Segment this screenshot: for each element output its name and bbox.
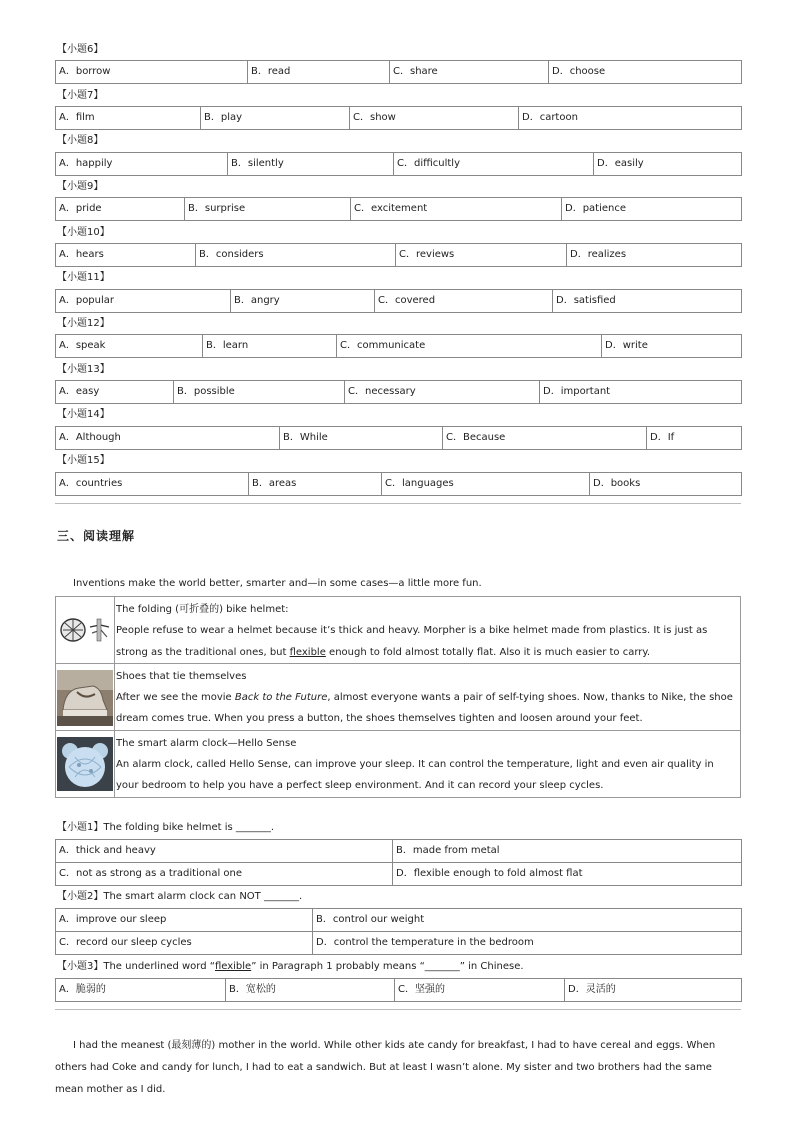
option-b[interactable]: B．control our weight [313,909,742,932]
question-label: 【小题9】 [57,181,104,192]
passage-intro: Inventions make the world better, smarter and—in some cases—a little more fun. [73,578,482,589]
option-b[interactable]: B．areas [249,473,382,496]
question-label: 【小题15】 [57,455,110,466]
invention-body: People refuse to wear a helmet because it’s thick and heavy. Morpher is a bike helmet made from plastics. It is just as strong as the traditional ones, but flexible enough to fold almost totally flat. Also it is much easier to carry. [116,625,708,658]
divider [55,503,741,504]
invention-description [115,597,741,664]
option-d[interactable]: D．satisfied [553,290,742,313]
option-d[interactable]: D．realizes [567,244,742,267]
option-c[interactable]: C．reviews [396,244,567,267]
option-b[interactable]: B．While [280,427,443,450]
question-label: 【小题13】 [57,364,110,375]
options-table [55,197,742,221]
option-b[interactable]: B．made from metal [393,840,742,863]
option-a[interactable]: A．countries [56,473,249,496]
question-label: 【小题6】 [57,44,104,55]
options-table [55,106,742,130]
invention-image-cell [56,597,115,664]
options-table [55,908,742,955]
option-a[interactable]: A．speak [56,335,203,358]
invention-image-cell [56,730,115,797]
invention-title: The smart alarm clock—Hello Sense [116,737,297,749]
invention-description [115,663,741,730]
question-label: 【小题12】 [57,318,110,329]
options-table [55,839,742,886]
underlined-word: flexible [214,961,252,972]
option-d[interactable]: D．choose [549,61,742,84]
option-c[interactable]: C．excitement [351,198,562,221]
question-label: 【小题14】 [57,409,110,420]
option-b[interactable]: B．learn [203,335,337,358]
next-passage: I had the meanest (最刻薄的) mother in the world. While other kids ate candy for breakfast, I had to have cereal and eggs. When others had Coke and candy for lunch, I had to eat a sandwich. But at least I wasn’t alone. My sister and two brothers had the same mean mother as I did. [55,1040,716,1095]
option-c[interactable]: C．languages [382,473,590,496]
option-c[interactable]: C．covered [375,290,553,313]
option-a[interactable]: A．borrow [56,61,248,84]
option-a[interactable]: A．脆弱的 [56,979,226,1002]
option-a[interactable]: A．thick and heavy [56,840,393,863]
option-c[interactable]: C．difficultly [394,153,594,176]
options-table [55,243,742,267]
option-d[interactable]: D．灵活的 [565,979,742,1002]
option-d[interactable]: D．easily [594,153,742,176]
option-c[interactable]: C．show [350,107,519,130]
invention-title: Shoes that tie themselves [116,670,247,682]
option-c[interactable]: C．坚强的 [395,979,565,1002]
underlined-word: flexible [289,646,326,658]
option-b[interactable]: B．considers [196,244,396,267]
question-label: 【小题10】 [57,227,110,238]
option-a[interactable]: A．easy [56,381,174,404]
question-label: 【小题8】 [57,135,104,146]
option-a[interactable]: A．pride [56,198,185,221]
invention-body: After we see the movie Back to the Future, almost everyone wants a pair of self-tying shoes. Now, thanks to Nike, the shoe dream comes true. When you press a button, the shoes themselves tighten and loosen around your feet. [116,692,733,725]
invention-body: An alarm clock, called Hello Sense, can improve your sleep. It can control the temperature, light and even air quality in your bedroom to help you have a perfect sleep environment. And it can record your sleep cycles. [116,759,714,792]
options-table [55,472,742,496]
self-tying-shoe-image [57,670,113,726]
options-table [55,380,742,404]
option-d[interactable]: D．books [590,473,742,496]
option-b[interactable]: B．play [201,107,350,130]
option-c[interactable]: C．share [390,61,549,84]
invention-image-cell [56,663,115,730]
option-d[interactable]: D．If [647,427,742,450]
option-b[interactable]: B．surprise [185,198,351,221]
divider [55,1009,741,1010]
options-table [55,289,742,313]
option-b[interactable]: B．possible [174,381,345,404]
option-c[interactable]: C．not as strong as a traditional one [56,863,393,886]
option-a[interactable]: A．happily [56,153,228,176]
option-b[interactable]: B．宽松的 [226,979,395,1002]
option-c[interactable]: C．communicate [337,335,602,358]
inventions-table [55,596,741,798]
options-table [55,334,742,358]
option-a[interactable]: A．film [56,107,201,130]
hello-sense-image [57,737,113,791]
invention-description [115,730,741,797]
option-d[interactable]: D．control the temperature in the bedroom [313,932,742,955]
options-table [55,60,742,84]
invention-title: The folding (可折叠的) bike helmet: [116,604,289,615]
options-table [55,152,742,176]
question-label: 【小题2】The smart alarm clock can NOT _______. [57,891,303,902]
option-a[interactable]: A．improve our sleep [56,909,313,932]
option-b[interactable]: B．read [248,61,390,84]
question-label: 【小题7】 [57,90,104,101]
option-d[interactable]: D．cartoon [519,107,742,130]
option-b[interactable]: B．angry [231,290,375,313]
option-a[interactable]: A．Although [56,427,280,450]
option-d[interactable]: D．flexible enough to fold almost flat [393,863,742,886]
section-title: 三、阅读理解 [57,529,136,543]
option-a[interactable]: A．popular [56,290,231,313]
option-d[interactable]: D．write [602,335,742,358]
options-table [55,978,742,1002]
option-c[interactable]: C．Because [443,427,647,450]
folding-helmet-image [57,615,113,649]
option-d[interactable]: D．patience [562,198,742,221]
question-label: 【小题3】The underlined word “flexible” in Paragraph 1 probably means “_______” in Chinese. [57,961,524,972]
option-d[interactable]: D．important [540,381,742,404]
question-label: 【小题11】 [57,272,110,283]
option-c[interactable]: C．record our sleep cycles [56,932,313,955]
option-b[interactable]: B．silently [228,153,394,176]
question-label: 【小题1】The folding bike helmet is _______. [57,822,275,833]
options-table [55,426,742,450]
option-c[interactable]: C．necessary [345,381,540,404]
option-a[interactable]: A．hears [56,244,196,267]
